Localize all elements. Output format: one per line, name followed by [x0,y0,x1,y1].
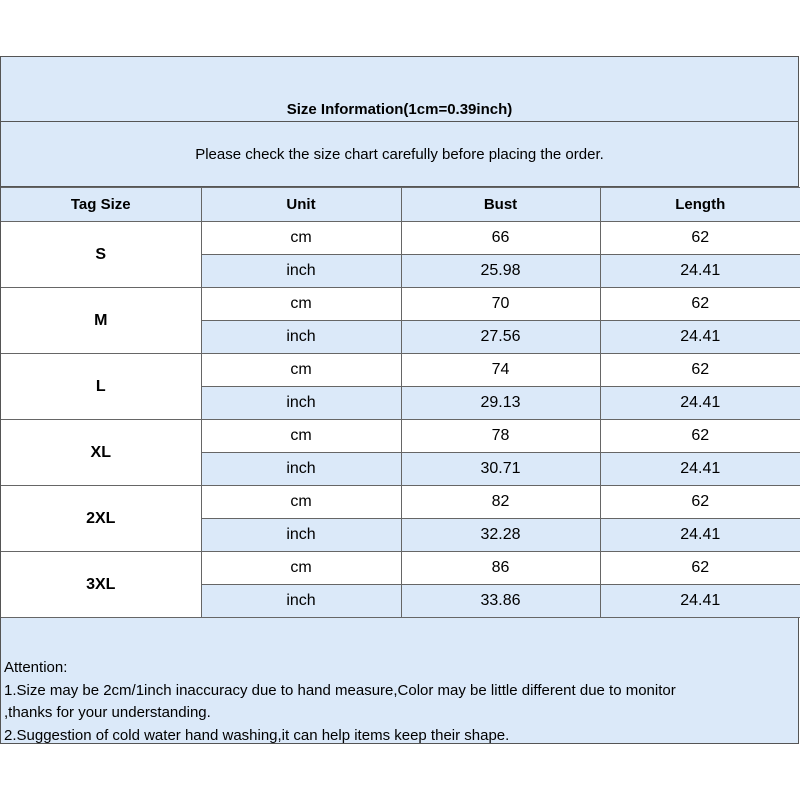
order-note: Please check the size chart carefully before placing the order. [1,122,798,187]
bust-cell: 78 [401,420,600,453]
header-bust: Bust [401,188,600,222]
attention-heading: Attention: [4,659,68,676]
length-cell: 24.41 [600,519,800,552]
tag-size-cell: 3XL [1,552,201,618]
unit-cell: inch [201,387,401,420]
length-cell: 24.41 [600,585,800,618]
bust-cell: 82 [401,486,600,519]
length-cell: 24.41 [600,321,800,354]
tag-size-cell: XL [1,420,201,486]
table-row [1,288,800,321]
table-row [1,420,800,453]
length-cell: 62 [600,486,800,519]
tag-size-cell: 2XL [1,486,201,552]
unit-cell: inch [201,519,401,552]
attention-line: ,thanks for your understanding. [4,704,211,721]
unit-cell: cm [201,552,401,585]
length-cell: 62 [600,420,800,453]
table-row [1,486,800,519]
unit-cell: inch [201,585,401,618]
header-length: Length [600,188,800,222]
unit-cell: inch [201,453,401,486]
table-row [1,552,800,585]
table-row [1,222,800,255]
bust-cell: 30.71 [401,453,600,486]
length-cell: 24.41 [600,453,800,486]
bust-cell: 33.86 [401,585,600,618]
attention-line: 2.Suggestion of cold water hand washing,it can help items keep their shape. [4,726,510,744]
chart-title: Size Information(1cm=0.39inch) [286,101,513,118]
bust-cell: 70 [401,288,600,321]
bust-cell: 29.13 [401,387,600,420]
bust-cell: 74 [401,354,600,387]
unit-cell: cm [201,354,401,387]
tag-size-cell: S [1,222,201,288]
title-row [1,57,798,122]
tag-size-cell: L [1,354,201,420]
bust-cell: 86 [401,552,600,585]
size-table [1,187,800,618]
length-cell: 62 [600,288,800,321]
bust-cell: 25.98 [401,255,600,288]
bust-cell: 27.56 [401,321,600,354]
unit-cell: cm [201,420,401,453]
unit-cell: cm [201,288,401,321]
header-tag-size: Tag Size [1,188,201,222]
table-row [1,354,800,387]
header-unit: Unit [201,188,401,222]
bust-cell: 32.28 [401,519,600,552]
unit-cell: cm [201,222,401,255]
length-cell: 62 [600,222,800,255]
length-cell: 24.41 [600,255,800,288]
length-cell: 62 [600,552,800,585]
length-cell: 62 [600,354,800,387]
tag-size-cell: M [1,288,201,354]
attention-line: 1.Size may be 2cm/1inch inaccuracy due to hand measure,Color may be little different due to monitor [4,681,676,699]
attention-notes [4,657,676,747]
bust-cell: 66 [401,222,600,255]
unit-cell: inch [201,321,401,354]
unit-cell: cm [201,486,401,519]
size-chart [0,56,799,744]
unit-cell: inch [201,255,401,288]
table-header-row [1,188,800,222]
length-cell: 24.41 [600,387,800,420]
